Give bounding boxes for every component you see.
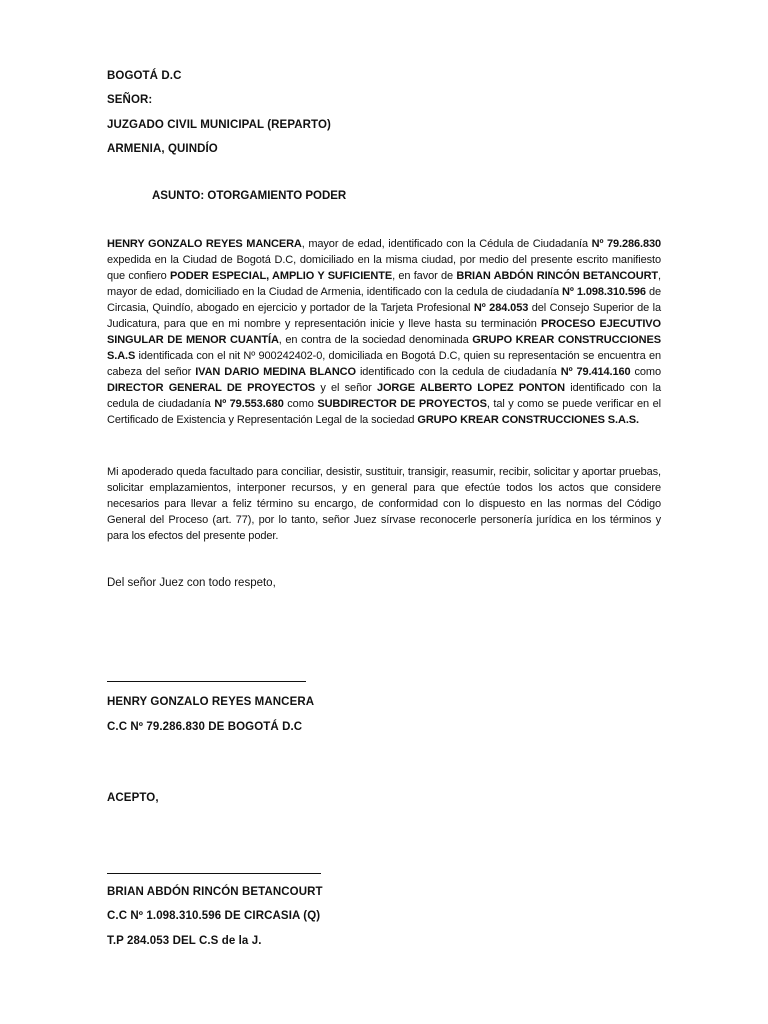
p1-text-9: identificado con la cedula de ciudadanía (355, 366, 561, 378)
p1-text-13: como (283, 398, 318, 410)
p1-strong-10: Nº 79.414.160 (560, 366, 631, 378)
p1-text-7: , en contra de la sociedad denominada (278, 334, 473, 346)
p1-text-5: de Circasia, Quindío, abogado en ejercicio y portador de la Tarjeta Profesional (107, 286, 661, 314)
accept-label: ACEPTO, (107, 792, 159, 804)
header-location: ARMENIA, QUINDÍO (107, 143, 218, 155)
p1-text-8: identificada con el nit Nº 900242402-0, domiciliada en Bogotá D.C, quien su representación se encuentra en cabeza del señor (107, 350, 661, 378)
p1-text-10: como (630, 366, 661, 378)
header-salutation: SEÑOR: (107, 94, 153, 106)
p1-text-14: , tal y como se puede verificar en el Certificado de Existencia y Representación Legal de la sociedad (107, 398, 661, 426)
body-paragraph-2: Mi apoderado queda facultado para conciliar, desistir, sustituir, transigir, reasumir, recibir, solicitar y aportar pruebas, solicitar emplazamientos, interponer recursos, y en general para que efectúe todos los actos que considere necesarios para llevar a feliz término su encargo, de conformidad con lo dispuesto en las normas del Código General del Proceso (art. 77), por lo tanto, señor Juez sírvase reconocerle personería jurídica en los términos y para los efectos del presente poder. (107, 466, 661, 542)
p1-strong-3: PODER ESPECIAL, AMPLIO Y SUFICIENTE (170, 270, 393, 282)
attorney-signature-tp: T.P 284.053 DEL C.S de la J. (107, 935, 262, 947)
p1-strong-7: PROCESO EJECUTIVO SINGULAR DE MENOR CUANTÍA (107, 318, 661, 346)
p1-strong-9: IVAN DARIO MEDINA BLANCO (195, 366, 356, 378)
grantor-name: HENRY GONZALO REYES MANCERA (107, 238, 302, 250)
p1-strong-5: Nº 1.098.310.596 (562, 286, 646, 298)
p1-text-1: , mayor de edad, identificado con la Cédula de Ciudadanía (301, 238, 592, 250)
closing-line: Del señor Juez con todo respeto, (107, 577, 276, 589)
subject-line: ASUNTO: OTORGAMIENTO PODER (152, 190, 347, 202)
p1-strong-14: SUBDIRECTOR DE PROYECTOS (317, 398, 487, 410)
p1-text-11: y el señor (315, 382, 377, 394)
header-city: BOGOTÁ D.C (107, 70, 182, 82)
grantor-signature-name: HENRY GONZALO REYES MANCERA (107, 696, 315, 708)
p1-strong-2: Nº 79.286.830 (591, 238, 662, 250)
body-paragraph-1 (107, 236, 661, 428)
p1-strong-11: DIRECTOR GENERAL DE PROYECTOS (107, 382, 316, 394)
p1-strong-12: JORGE ALBERTO LOPEZ PONTON (376, 382, 565, 394)
p1-strong-15: GRUPO KREAR CONSTRUCCIONES S.A.S. (417, 414, 639, 426)
p1-strong-6: Nº 284.053 (473, 302, 529, 314)
attorney-signature-name: BRIAN ABDÓN RINCÓN BETANCOURT (107, 886, 323, 898)
grantor-signature-id: C.C Nº 79.286.830 DE BOGOTÁ D.C (107, 721, 303, 733)
p1-text-3: , en favor de (392, 270, 457, 282)
p1-strong-8: GRUPO KREAR CONSTRUCCIONES S.A.S (107, 334, 661, 362)
p1-text-2: expedida en la Ciudad de Bogotá D.C, domiciliado en la misma ciudad, por medio del presente escrito manifiesto que confiero (107, 254, 661, 282)
p1-text-12: identificado con la cedula de ciudadanía (107, 382, 662, 410)
attorney-signature-id: C.C Nº 1.098.310.596 DE CIRCASIA (Q) (107, 910, 321, 922)
p1-text-4: , mayor de edad, domiciliado en la Ciudad de Armenia, identificado con la cedula de ciudadanía (107, 270, 662, 298)
p1-strong-4: BRIAN ABDÓN RINCÓN BETANCOURT (456, 270, 659, 282)
p1-strong-13: Nº 79.553.680 (214, 398, 284, 410)
header-court: JUZGADO CIVIL MUNICIPAL (REPARTO) (107, 119, 331, 131)
p1-text-6: del Consejo Superior de la Judicatura, para que en mi nombre y representación inicie y lleve hasta su terminación (107, 302, 662, 330)
signature-line-attorney (107, 873, 321, 874)
signature-line-grantor (107, 681, 306, 682)
